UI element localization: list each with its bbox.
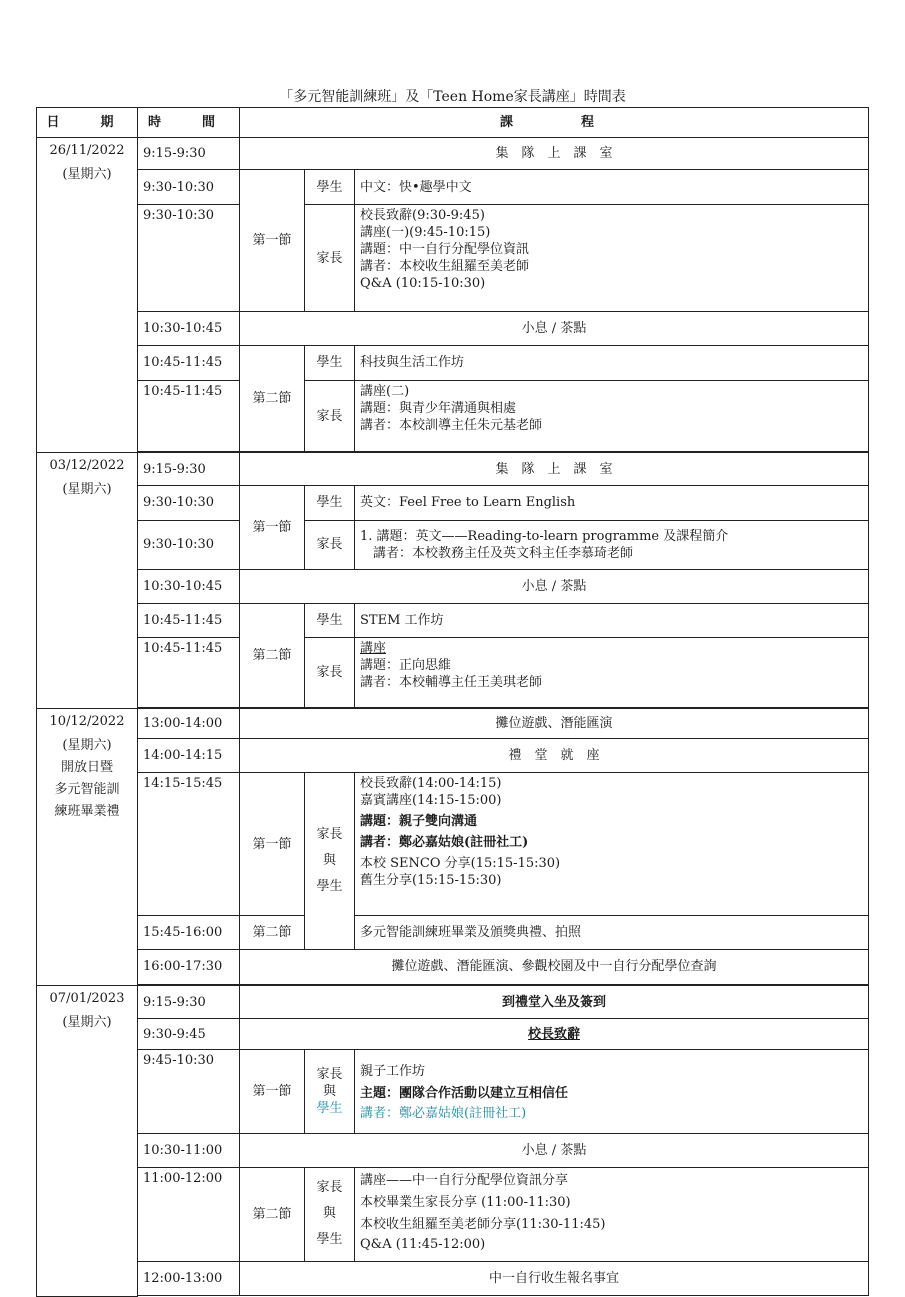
role-cell [305, 1167, 355, 1261]
role-cell: 學生 [305, 170, 355, 205]
note-line: 開放日暨 [60, 759, 113, 775]
assembly-cell [240, 453, 869, 486]
course-line: Q&A (11:45-12:00) [360, 1236, 486, 1252]
course-line: 講題：正向思維 [360, 658, 452, 674]
course-line: 講者：鄭必嘉姑娘(註冊社工) [360, 835, 529, 851]
time-cell: 13:00-14:00 [138, 708, 240, 739]
course-cell [355, 1167, 869, 1261]
date-cell [37, 137, 138, 453]
table-header-row [37, 108, 869, 138]
assembly-text: 集 隊 上 課 室 [495, 145, 613, 161]
role-line: 家長 [316, 1066, 343, 1082]
role-cell [305, 1050, 355, 1134]
session-cell: 第一節 [240, 170, 305, 312]
session-cell: 第二節 [240, 346, 305, 452]
weekday-text: (星期六) [62, 1014, 112, 1030]
course-line: 本校 SENCO 分享(15:15-15:30) [360, 856, 561, 872]
role-line: 與 [322, 1206, 336, 1222]
course-line: 講者：本校訓導主任朱元基老師 [360, 417, 543, 433]
course-line: 講座——中一自行分配學位資訊分享 [360, 1172, 569, 1188]
document-title: 「多元智能訓練班」及「Teen Home家長講座」時間表 [279, 89, 626, 105]
course-line: 主題：團隊合作活動以建立互相信任 [360, 1085, 569, 1101]
time-cell: 10:45-11:45 [138, 380, 240, 452]
time-cell: 10:30-10:45 [138, 569, 240, 603]
activity-cell: 禮 堂 就 座 [240, 739, 869, 773]
course-cell: 多元智能訓練班畢業及頒獎典禮、拍照 [355, 916, 869, 950]
session-cell: 第二節 [240, 1167, 305, 1261]
session-cell: 第二節 [240, 603, 305, 707]
role-line: 與 [322, 1083, 336, 1099]
weekday-text: (星期六) [62, 482, 112, 498]
table-row [37, 312, 869, 346]
role-line: 學生 [316, 879, 343, 895]
table-row [37, 170, 869, 205]
table-row [37, 1261, 869, 1296]
time-cell: 10:45-11:45 [138, 603, 240, 638]
time-cell: 11:00-12:00 [138, 1167, 240, 1261]
date-text: 10/12/2022 [49, 713, 125, 729]
course-line: 講者：本校教務主任及英文科主任李慕琦老師 [360, 545, 634, 561]
role-cell: 學生 [305, 486, 355, 521]
role-cell: 家長 [305, 520, 355, 569]
course-cell [355, 205, 869, 312]
course-cell [355, 638, 869, 707]
time-cell: 9:30-10:30 [138, 170, 240, 205]
session-cell: 第一節 [240, 1050, 305, 1134]
time-cell: 9:45-10:30 [138, 1050, 240, 1134]
role-line: 學生 [316, 1232, 343, 1248]
header-course: 課 程 [240, 108, 869, 138]
table-row [37, 739, 869, 773]
session-cell: 第一節 [240, 486, 305, 570]
date-text: 07/01/2023 [49, 990, 125, 1006]
role-cell: 家長 [305, 205, 355, 312]
course-line: 親子工作坊 [360, 1063, 426, 1079]
time-cell: 15:45-16:00 [138, 916, 240, 950]
date-cell [37, 453, 138, 708]
time-cell: 10:30-10:45 [138, 312, 240, 346]
time-cell: 9:30-9:45 [138, 1019, 240, 1050]
break-cell: 小息 / 茶點 [240, 569, 869, 603]
break-cell: 小息 / 茶點 [240, 312, 869, 346]
time-cell: 9:15-9:30 [138, 985, 240, 1019]
table-row [37, 638, 869, 707]
date-cell [37, 708, 138, 985]
activity-cell: 到禮堂入坐及簽到 [240, 985, 869, 1019]
course-cell: 科技與生活工作坊 [355, 346, 869, 381]
course-cell [355, 1050, 869, 1134]
course-line: 講題：親子雙向溝通 [360, 814, 478, 830]
course-line: 講座(一)(9:45-10:15) [360, 225, 491, 241]
table-row [37, 708, 869, 739]
course-cell [355, 773, 869, 916]
schedule-table [36, 107, 869, 1297]
role-line: 家長 [316, 827, 343, 843]
table-row [37, 380, 869, 452]
table-row [37, 1019, 869, 1050]
course-line: 講者：本校收生組羅至美老師 [360, 259, 530, 275]
role-cell: 學生 [305, 603, 355, 638]
table-row [37, 949, 869, 984]
role-cell: 家長 [305, 380, 355, 452]
course-cell: STEM 工作坊 [355, 603, 869, 638]
course-line: 講題：中一自行分配學位資訊 [360, 242, 530, 258]
role-cell [305, 773, 355, 950]
table-row [37, 486, 869, 521]
assembly-text: 集 隊 上 課 室 [495, 461, 613, 477]
note-line: 多元智能訓 [54, 781, 120, 797]
table-row [37, 205, 869, 312]
activity-cell: 中一自行收生報名事宜 [240, 1261, 869, 1296]
table-row [37, 916, 869, 950]
weekday-text: (星期六) [62, 737, 112, 753]
course-line: 校長致辭(14:00-14:15) [360, 776, 502, 792]
role-line: 與 [322, 853, 336, 869]
session-cell: 第二節 [240, 916, 305, 950]
time-cell: 9:30-10:30 [138, 520, 240, 569]
note-line: 練班畢業禮 [54, 803, 120, 819]
course-line: 講者：鄭必嘉姑娘(註冊社工) [360, 1105, 527, 1121]
table-row [37, 1133, 869, 1167]
weekday-text: (星期六) [62, 166, 112, 182]
role-cell: 學生 [305, 346, 355, 381]
course-line: 舊生分享(15:15-15:30) [360, 873, 502, 889]
time-cell: 9:15-9:30 [138, 137, 240, 170]
activity-cell: 攤位遊戲、潛能匯演 [240, 708, 869, 739]
header-time: 時 間 [138, 108, 240, 138]
time-cell: 12:00-13:00 [138, 1261, 240, 1296]
activity-cell: 攤位遊戲、潛能匯演、參觀校園及中一自行分配學位查詢 [240, 949, 869, 984]
time-cell: 16:00-17:30 [138, 949, 240, 984]
break-cell: 小息 / 茶點 [240, 1133, 869, 1167]
table-row [37, 569, 869, 603]
course-cell: 中文：快•趣學中文 [355, 170, 869, 205]
table-row [37, 520, 869, 569]
time-cell: 10:45-11:45 [138, 638, 240, 707]
time-cell: 9:30-10:30 [138, 486, 240, 521]
course-line: Q&A (10:15-10:30) [360, 276, 486, 292]
session-cell: 第一節 [240, 773, 305, 916]
table-row [37, 985, 869, 1019]
table-row [37, 773, 869, 916]
header-date: 日 期 [37, 108, 138, 138]
time-cell: 9:15-9:30 [138, 453, 240, 486]
table-row [37, 1050, 869, 1134]
table-row [37, 1167, 869, 1261]
role-cell: 家長 [305, 638, 355, 707]
date-text: 03/12/2022 [49, 458, 125, 474]
time-cell: 10:30-11:00 [138, 1133, 240, 1167]
course-line: 講題：與青少年溝通與相處 [360, 400, 517, 416]
course-line: 講座(二) [360, 383, 410, 399]
activity-cell: 校長致辭 [240, 1019, 869, 1050]
table-row [37, 137, 869, 170]
course-line: 校長致辭(9:30-9:45) [360, 208, 485, 224]
role-line: 家長 [316, 1180, 343, 1196]
role-line: 學生 [316, 1100, 343, 1116]
course-line: 嘉賓講座(14:15-15:00) [360, 793, 502, 809]
course-line: 本校畢業生家長分享 (11:00-11:30) [360, 1194, 571, 1210]
course-heading: 講座 [360, 641, 387, 657]
course-line: 本校收生組羅至美老師分享(11:30-11:45) [360, 1216, 606, 1232]
course-line: 講者：本校輔導主任王美琪老師 [360, 675, 543, 691]
time-cell: 9:30-10:30 [138, 205, 240, 312]
table-row [37, 346, 869, 381]
time-cell: 10:45-11:45 [138, 346, 240, 381]
date-cell [37, 985, 138, 1296]
time-cell: 14:15-15:45 [138, 773, 240, 916]
course-cell: 英文：Feel Free to Learn English [355, 486, 869, 521]
course-cell [355, 380, 869, 452]
date-text: 26/11/2022 [49, 142, 125, 158]
table-row [37, 453, 869, 486]
course-cell [355, 520, 869, 569]
time-cell: 14:00-14:15 [138, 739, 240, 773]
assembly-cell [240, 137, 869, 170]
course-line: 1. 講題：英文——Reading-to-learn programme 及課程簡介 [360, 528, 729, 544]
table-row [37, 603, 869, 638]
